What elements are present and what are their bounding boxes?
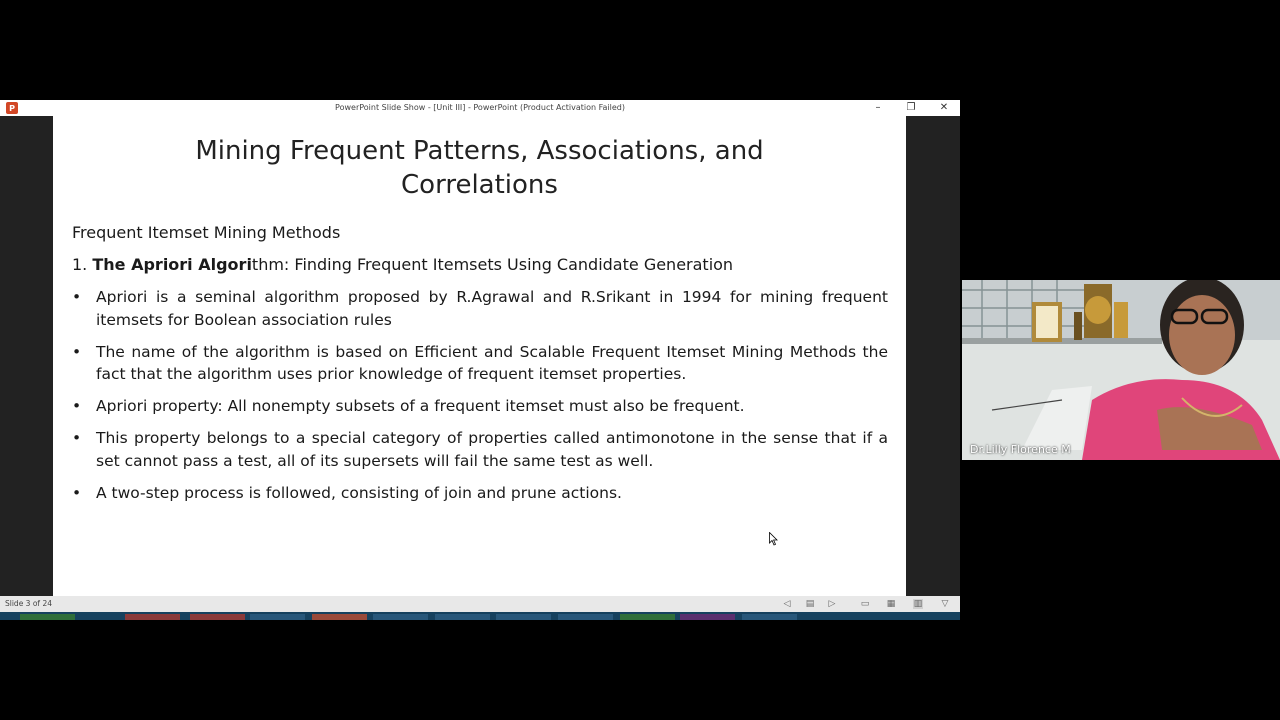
slide-counter: Slide 3 of 24 [5,599,52,608]
reading-view-icon[interactable]: ▥ [913,599,923,609]
bullet-text: Apriori is a seminal algorithm proposed by R.Agrawal and R.Srikant in 1994 for mining frequent itemsets for Boolean association rules [96,288,888,329]
bullet-dot-icon: • [72,483,82,502]
bullet-text: This property belongs to a special category of properties called antimonotone in the sense that if a set cannot pass a test, all of its supersets will fail the same test as well. [96,429,888,470]
taskbar-item[interactable] [620,614,675,620]
slide-title-line-1: Mining Frequent Patterns, Associations, and [195,136,764,166]
taskbar-item[interactable] [680,614,735,620]
slide-subtitle: Frequent Itemset Mining Methods [72,223,341,242]
next-slide-icon[interactable]: ▷ [828,599,836,609]
taskbar-item[interactable] [373,614,428,620]
bullet-item [72,341,888,386]
taskbar-item[interactable] [742,614,797,620]
taskbar-item[interactable] [312,614,367,620]
bullet-dot-icon: • [72,397,82,415]
bullet-item [72,482,888,505]
slide-sorter-icon[interactable]: ▦ [886,599,896,609]
slide-menu-icon[interactable]: ▤ [805,599,815,609]
heading-bold: The Apriori Algori [92,255,252,274]
previous-slide-icon[interactable]: ◁ [783,599,791,609]
taskbar-item[interactable] [250,614,305,620]
participant-name-label: Dr.Lilly Florence M [970,443,1071,456]
slide-title [53,134,906,202]
heading-number: 1. [72,255,93,274]
restore-button[interactable]: ❐ [906,102,916,113]
taskbar-item[interactable] [20,614,75,620]
minimize-button[interactable]: – [875,102,881,113]
title-bar [0,100,960,116]
taskbar-item[interactable] [496,614,551,620]
heading-rest: thm: Finding Frequent Itemsets Using Candidate Generation [251,255,734,274]
slide-show-icon[interactable]: ▽ [941,599,949,609]
powerpoint-icon[interactable]: P [6,102,18,114]
bullet-text: The name of the algorithm is based on Efficient and Scalable Frequent Itemset Mining Methods the fact that the algorithm uses prior knowledge of frequent itemset properties. [96,342,888,383]
slide-title-line-2: Correlations [401,170,558,200]
slide[interactable] [53,116,906,596]
taskbar-item[interactable] [190,614,245,620]
bullet-dot-icon: • [72,342,82,361]
normal-view-icon[interactable]: ▭ [860,599,870,609]
webcam-video [962,280,1280,460]
bullet-text: Apriori property: All nonempty subsets of a frequent itemset must also be frequent. [96,397,745,415]
slide-viewport [0,116,960,596]
bullet-list [72,286,888,514]
close-button[interactable]: ✕ [939,102,949,113]
bullet-item [72,395,888,418]
taskbar-item[interactable] [558,614,613,620]
taskbar-item[interactable] [125,614,180,620]
bullet-text: A two-step process is followed, consisting of join and prune actions. [96,483,622,502]
powerpoint-window [0,100,960,620]
bullet-dot-icon: • [72,288,82,306]
status-bar [0,596,960,612]
presenter-video-frame [962,280,1280,460]
bullet-dot-icon: • [72,429,82,447]
window-title: PowerPoint Slide Show - [Unit III] - PowerPoint (Product Activation Failed) [335,103,625,112]
slide-heading [72,255,733,274]
taskbar-item[interactable] [435,614,490,620]
bullet-item [72,427,888,472]
mouse-pointer-icon [769,532,779,546]
taskbar [0,612,960,620]
bullet-item [72,286,888,331]
